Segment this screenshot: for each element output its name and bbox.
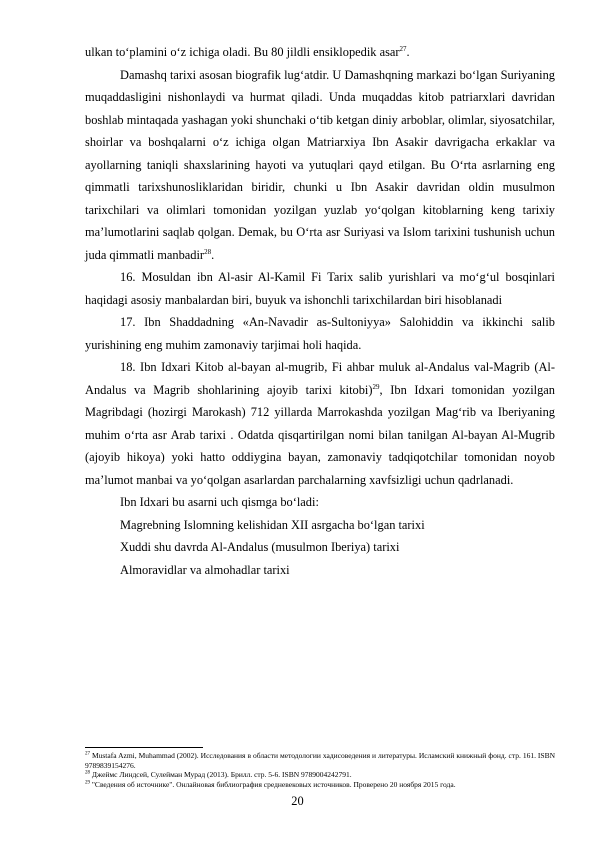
footnote-29: [85, 780, 555, 790]
list-item-part-2: Xuddi shu davrda Al-Andalus (musulmon Iberiya) tarixi: [120, 540, 400, 554]
footnote-27: [85, 751, 555, 770]
paragraph-item-16: 16. Mosuldan ibn Al-asir Al-Kamil Fi Tarix salib yurishlari va mo‘g‘ul bosqinlari haqidagi asosiy manbalardan biri, buyuk va ishonchli tarixchilardan biri hisoblanadi: [85, 270, 555, 307]
paragraph-continuation: [85, 41, 555, 64]
footnote-separator: [85, 747, 203, 748]
list-item-part-3: Almoravidlar va almohadlar tarixi: [120, 562, 290, 577]
paragraph-intro-parts: Ibn Idxari bu asarni uch qismga bo‘ladi:: [120, 495, 319, 509]
page-body: [85, 41, 555, 581]
paragraph-item-17: 17. Ibn Shaddadning «An-Navadir as-Sultoniyya» Salohiddin va ikkinchi salib yurishining eng muhim zamonaviy tarjimai holi haqida.: [85, 315, 555, 352]
footnote-text: "Сведения об источнике". Онлайновая библиография средневековых источников. Проверено 20 ноября 2015 года.: [90, 779, 456, 789]
footnote-text: Mustafa Azmi, Muhammad (2002). Исследования в области методологии хадисоведения и литературы. Исламский книжный фонд. стр. 161. ISBN 9789839154276.: [85, 751, 555, 770]
footnote-number: 29: [85, 780, 90, 786]
footnotes: [85, 751, 555, 789]
footnote-ref-27[interactable]: 27: [399, 44, 407, 53]
footnote-28: [85, 770, 555, 780]
footnote-number: 28: [85, 770, 90, 776]
paragraph-item-18: [85, 356, 555, 491]
text: .: [406, 45, 410, 59]
text: ulkan to‘plamini o‘z ichiga oladi. Bu 80 jildli ensiklopedik asar: [85, 45, 400, 59]
footnote-text: Джеймс Линдсей, Сулейман Мурад (2013). Брилл. стр. 5-6. ISBN 9789004242791.: [90, 770, 352, 780]
footnote-ref-29[interactable]: 29: [372, 382, 380, 391]
text: .: [211, 247, 215, 262]
text: Damashq tarixi asosan biografik lug‘atdir. U Damashqning markazi bo‘lgan Suriyaning muqaddasligini nishonlaydi va hurmat qiladi. Unda muqaddas kitob patriarxlari davridan boshlab mintaqada yashagan yoki shunchaki o‘tib ketgan diniy arboblar, olimlar, siyosatchilar, shoirlar va boshqalarni o‘z ichiga olgan Matriarxiya Ibn Asakir davrigacha erkaklar va ayollarning taniqli shaxslarining hayoti va yutuqlari qayd etilgan. Bu O‘rta asrlarning eng qimmatli tarixshunosliklaridan biridir, chunki u Ibn Asakir davridan oldin musulmon tarixchilari va olimlari tomonidan yozilgan yuzlab yo‘qolgan kitoblarning keng tarixiy ma’lumotlarini saqlab qolgan. Demak, bu O‘rta asr Suriyasi va Islom tarixini tushunish uchun juda qimmatli manbadir: [85, 67, 555, 262]
paragraph-damashq: [85, 64, 555, 267]
text: , Ibn Idxari tomonidan yozilgan Magribdagi (hozirgi Marokash) 712 yillarda Marrokashda yozilgan Mag‘rib va Iberiyaning muhim o‘rta asr Arab tarixi . Odatda qisqartirilgan nomi bilan tanilgan Al-bayan Al-Mugrib (ajoyib hikoya) yoki hatto oddiygina bayan, zamonaviy tadqiqotchilar tomonidan noyob ma’lumot manbai va yo‘qolgan asarlardan parchalarning xavfsizligi uchun qadrlanadi.: [85, 382, 555, 487]
text: 18. Ibn Idxari Kitob al-bayan al-mugrib, Fi ahbar muluk al-Andalus val-Magrib (Al-Andalus va Magrib shohlarining ajoyib tarixi kitobi): [85, 360, 555, 397]
footnote-number: 27: [85, 751, 90, 757]
page-number: 20: [291, 794, 304, 808]
list-item-part-1: Magrebning Islomning kelishidan XII asrgacha bo‘lgan tarixi: [120, 517, 425, 532]
footnote-ref-28[interactable]: 28: [204, 247, 212, 256]
